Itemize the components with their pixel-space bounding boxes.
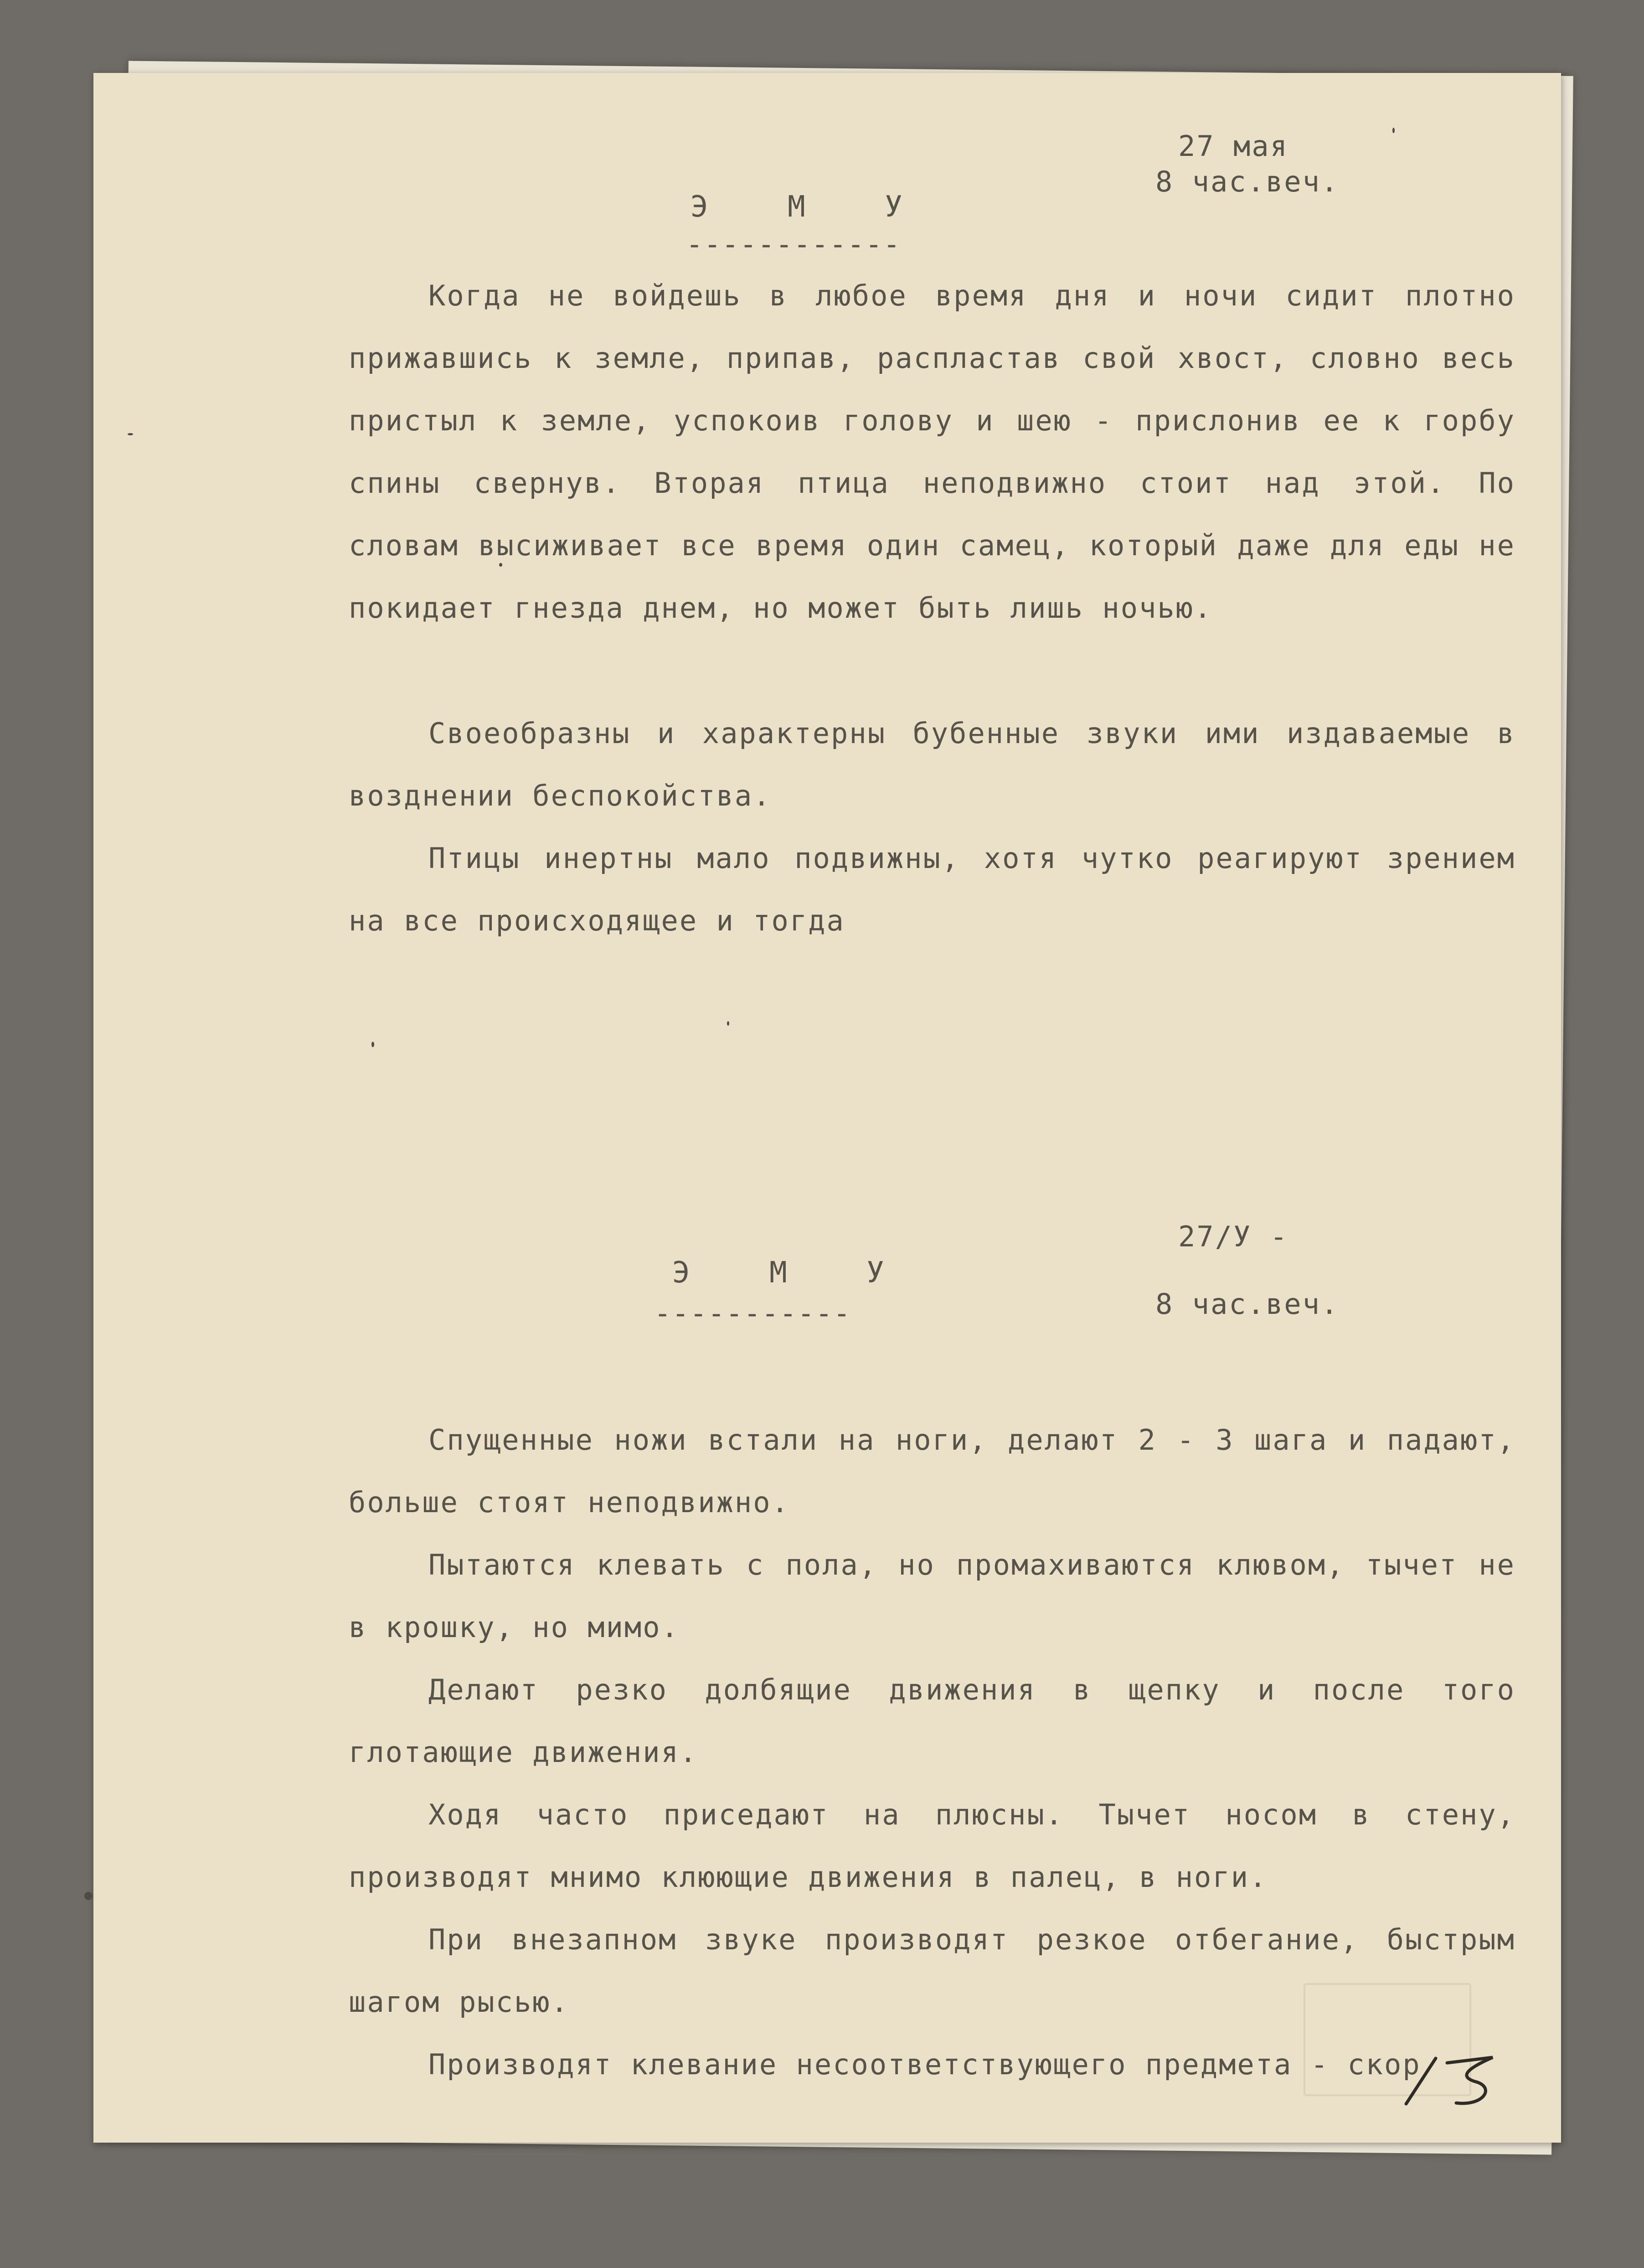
entry2-paragraph-1: Спущенные ножи встали на ноги, делают 2 - 3 шага и падают, больше стоят неподвижно. [349,1423,1534,1519]
entry1-title-underline: ------------ [686,227,901,261]
entry2-paragraph-4: Ходя часто приседают на плюсны. Тычет носом в стену, производят мнимо клюющие движения в палец, в ноги. [349,1798,1534,1894]
entry2-time: 8 час.веч. [1155,1287,1340,1321]
entry2-title: Э М У [672,1256,915,1290]
document-page [93,73,1561,2143]
paper-speck [128,433,133,435]
entry1-date: 27 мая [1178,129,1288,163]
entry2-paragraph-6: Производят клевание несоответствующего предмета - скор [428,2048,1421,2081]
entry2-title-underline: ----------- [654,1297,851,1330]
paper-speck [499,563,502,567]
entry2-paragraph-5: При внезапном звуке производят резкое отбегание, быстрым шагом рысью. [349,1923,1534,2019]
entry1-title: Э М У [691,190,933,224]
paper-speck [84,1892,93,1900]
paper-speck [1392,128,1395,133]
entry1-time: 8 час.веч. [1155,165,1340,198]
entry1-paragraph-2: Своеобразны и характерны бубенные звуки ими издаваемые в возднении беспокойства. [349,717,1534,812]
paper-speck [371,1042,374,1047]
entry1-paragraph-3: Птицы инертны мало подвижны, хотя чутко реагируют зрением на все происходящее и тогда [349,842,1534,937]
entry2-date: 27/У - [1178,1220,1288,1253]
entry2-paragraph-3: Делают резко долбящие движения в щепку и после того глотающие движения. [349,1673,1534,1769]
handwritten-page-number [1402,2049,1506,2108]
entry2-paragraph-2: Пытаются клевать с пола, но промахиваются клювом, тычет не в крошку, но мимо. [349,1548,1534,1644]
entry1-paragraph-1: Когда не войдешь в любое время дня и ночи сидит плотно прижавшись к земле, припав, распластав свой хвост, словно весь пристыл к земле, успокоив голову и шею - прислонив ее к горбу спины свернув. Вторая птица неподвижно стоит над этой. По словам высиживает все время один самец, который даже для еды не покидает гнезда днем, но может быть лишь ночью. [349,279,1534,625]
paper-speck [727,1021,729,1026]
